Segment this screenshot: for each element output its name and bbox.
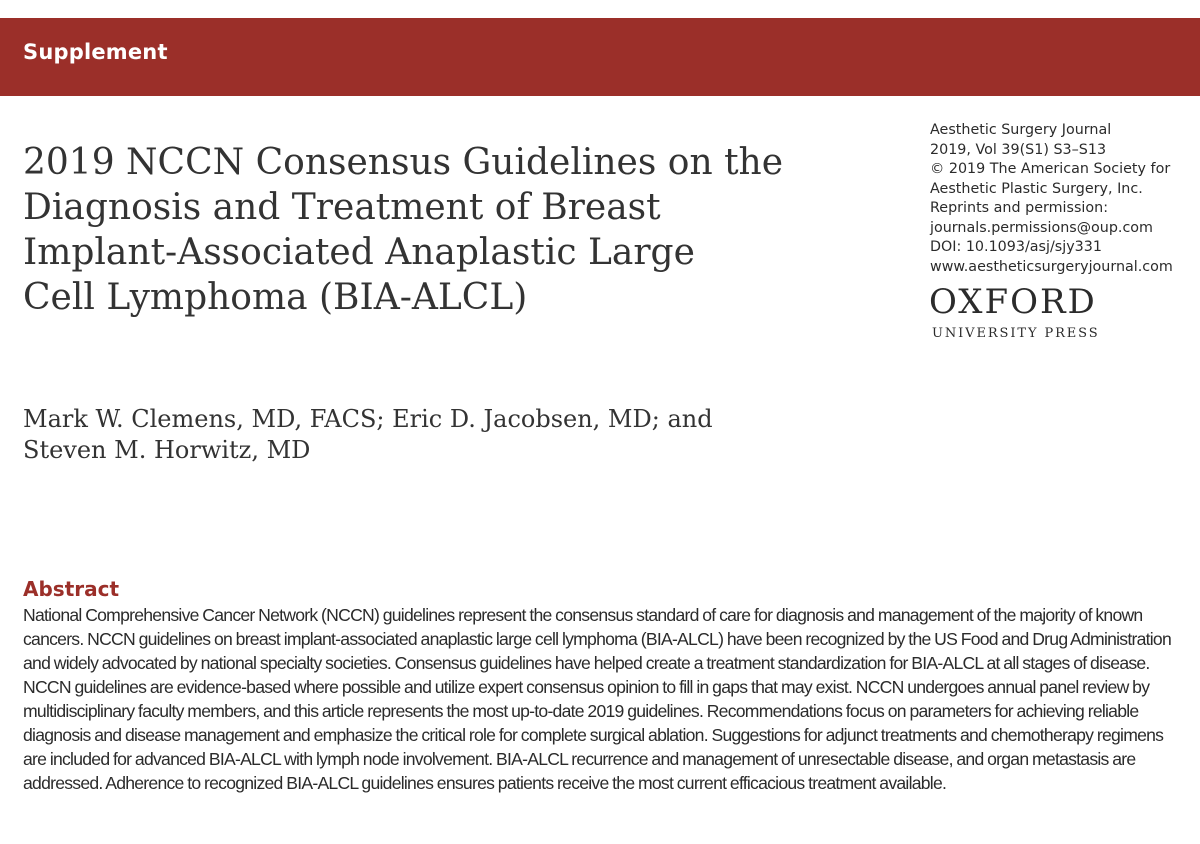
- abstract-line: NCCN guidelines are evidence-based where possible and utilize expert consensus opinion to fill in gaps that may exist. NCCN undergoes annual panel review by: [23, 677, 1150, 697]
- author-line: Steven M. Horwitz, MD: [23, 436, 311, 464]
- title-line: Diagnosis and Treatment of Breast: [23, 187, 661, 228]
- reprints-label: Reprints and permission:: [930, 200, 1109, 216]
- title-line: 2019 NCCN Consensus Guidelines on the: [23, 142, 784, 183]
- title-line: Implant-Associated Anaplastic Large: [23, 232, 695, 273]
- doi-link[interactable]: DOI: 10.1093/asj/sjy331: [930, 239, 1102, 255]
- abstract-line: multidisciplinary faculty members, and this article represents the most up-to-date 2019 guidelines. Recommendations focus on parameters for achieving reliable: [23, 701, 1139, 721]
- abstract-line: National Comprehensive Cancer Network (NCCN) guidelines represent the consensus standard of care for diagnosis and management of the majority of known: [23, 605, 1143, 625]
- abstract-body: [23, 603, 1183, 795]
- journal-name: Aesthetic Surgery Journal: [930, 122, 1112, 138]
- banner-label: Supplement: [23, 40, 168, 64]
- abstract-line: are included for advanced BIA-ALCL with lymph node involvement. BIA-ALCL recurrence and management of unresectable disease, and organ metastasis are: [23, 749, 1136, 769]
- abstract-line: and widely advocated by national specialty societies. Consensus guidelines have helped create a treatment standardization for BIA-ALCL at all stages of disease.: [23, 653, 1150, 673]
- copyright-line: © 2019 The American Society for: [930, 161, 1171, 177]
- title-line: Cell Lymphoma (BIA-ALCL): [23, 277, 528, 318]
- reprints-email-link[interactable]: journals.permissions@oup.com: [930, 219, 1153, 236]
- author-line: Mark W. Clemens, MD, FACS; Eric D. Jacobsen, MD; and: [23, 405, 713, 433]
- journal-meta: [930, 121, 1195, 277]
- supplement-banner: [0, 18, 1200, 96]
- author-list: [23, 404, 923, 466]
- journal-website-link[interactable]: www.aestheticsurgeryjournal.com: [930, 258, 1173, 275]
- copyright-line: Aesthetic Plastic Surgery, Inc.: [930, 180, 1143, 197]
- journal-volume: 2019, Vol 39(S1) S3–S13: [930, 141, 1107, 158]
- abstract-line: addressed. Adherence to recognized BIA-ALCL guidelines ensures patients receive the most current efficacious treatment available.: [23, 773, 947, 793]
- article-title: [23, 140, 823, 320]
- abstract-line: diagnosis and disease management and emphasize the critical role for complete surgical ablation. Suggestions for adjunct treatments and chemotherapy regimens: [23, 725, 1164, 745]
- publisher-logo-subtitle: UNIVERSITY PRESS: [932, 326, 1100, 341]
- abstract-heading: Abstract: [23, 577, 120, 601]
- publisher-logo-name: OXFORD: [929, 282, 1097, 322]
- abstract-line: cancers. NCCN guidelines on breast implant-associated anaplastic large cell lymphoma (BIA-ALCL) have been recognized by the US Food and Drug Administration: [23, 629, 1171, 649]
